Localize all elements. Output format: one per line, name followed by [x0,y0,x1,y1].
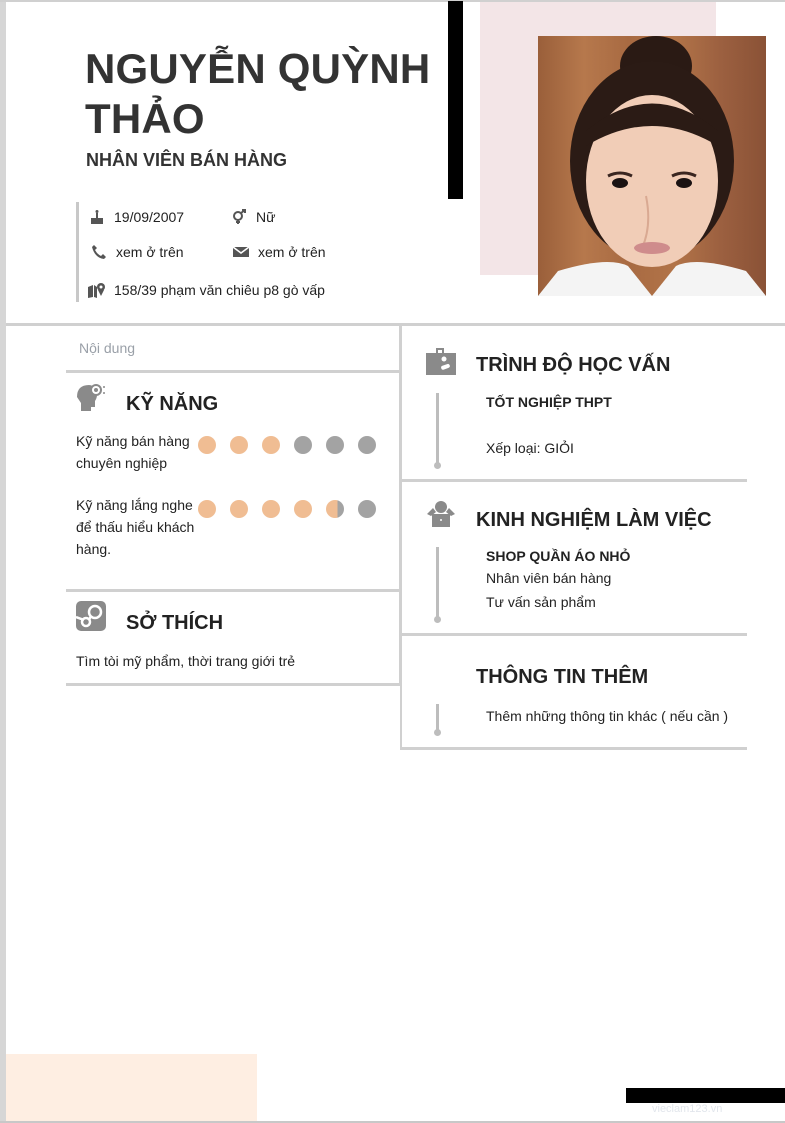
skill-label: Kỹ năng bán hàng chuyên nghiệp [76,433,190,471]
birthday-field [88,208,184,226]
rating-dot-filled [262,500,280,518]
name-line-2: THẢO [85,95,205,142]
decorative-peach-block [6,1054,257,1121]
section-divider [400,633,747,636]
education-degree: TỐT NGHIỆP THPT [486,394,612,410]
rating-dot-filled [198,436,216,454]
gender-icon [230,208,248,226]
contact-info [76,202,79,302]
rating-dot-filled [262,436,280,454]
phone-value: xem ở trên [116,244,184,260]
profile-photo [538,36,766,296]
email-field [232,243,326,261]
skill-label: Kỹ năng lắng nghe để thấu hiểu khách hàng. [76,497,195,557]
steam-icon [76,601,108,631]
section-divider [66,683,400,686]
gender-field [230,208,275,226]
hobbies-title: SỞ THÍCH [126,612,224,634]
page-edge [0,0,6,1123]
rating-dot-empty [358,500,376,518]
envelope-icon [232,243,250,261]
hobbies-text: Tìm tòi mỹ phẩm, thời trang giới trẻ [76,653,296,669]
section-divider [66,589,400,592]
timeline-line [436,704,439,732]
email-value: xem ở trên [258,244,326,260]
rating-dot-partial [326,500,344,518]
cake-icon [88,208,106,226]
name-line-1: NGUYỄN QUỲNH [85,45,431,92]
timeline-line [436,393,439,465]
rating-dot-empty [294,436,312,454]
address-field [88,281,325,299]
rating-dot-filled [294,500,312,518]
experience-line: Nhân viên bán hàng [486,570,612,586]
phone-icon [90,243,108,261]
map-pin-icon [88,281,106,299]
rating-dot-filled [230,436,248,454]
header-divider [6,323,785,326]
skills-title: KỸ NĂNG [126,393,219,415]
rating-dot-filled [198,500,216,518]
address-value: 158/39 phạm văn chiêu p8 gò vấp [114,282,325,298]
phone-field [90,243,184,261]
extra-info-text: Thêm những thông tin khác ( nếu cần ) [486,708,729,724]
watermark: vieclam123.vn [652,1103,723,1115]
content-placeholder[interactable]: Nội dung [79,340,136,356]
rating-dot-empty [358,436,376,454]
decorative-black-bar [448,1,463,199]
section-divider [400,747,747,750]
skill-rating [198,436,376,454]
person-laptop-icon [425,500,457,530]
rating-dot-empty [326,436,344,454]
decorative-black-bar-bottom [626,1088,785,1103]
experience-title: KINH NGHIỆM LÀM VIỆC [476,509,712,531]
timeline-line [436,547,439,619]
section-divider [66,370,400,373]
briefcase-icon [425,347,457,377]
birthday-value: 19/09/2007 [114,209,185,225]
job-title: NHÂN VIÊN BÁN HÀNG [86,150,288,170]
head-lightbulb-icon [75,381,107,411]
column-divider-right [400,326,402,750]
candidate-name [85,44,430,144]
education-grade: Xếp loại: GIỎI [486,440,574,456]
section-divider [400,479,747,482]
extra-info-title: THÔNG TIN THÊM [476,666,649,688]
gender-value: Nữ [256,209,276,225]
education-title: TRÌNH ĐỘ HỌC VẤN [476,354,671,376]
skill-rating [198,500,376,518]
rating-dot-filled [230,500,248,518]
experience-line: Tư vấn sản phẩm [486,594,596,610]
experience-company: SHOP QUẦN ÁO NHỎ [486,548,631,564]
